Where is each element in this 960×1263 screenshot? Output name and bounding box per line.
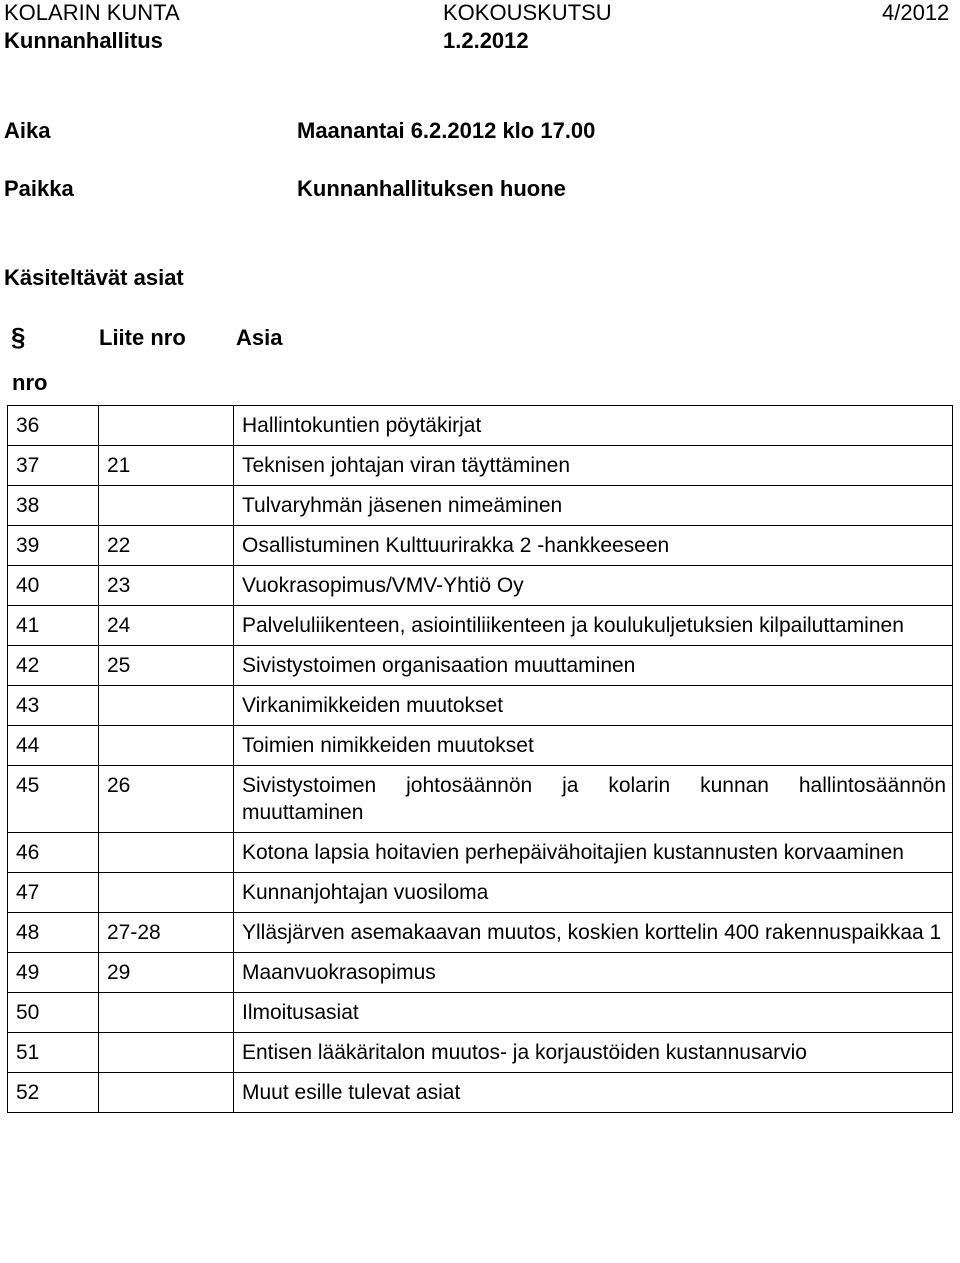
agenda-row xyxy=(8,766,953,833)
agenda-row xyxy=(8,566,953,606)
agenda-row xyxy=(8,486,953,526)
item-number: 51 xyxy=(8,1033,99,1073)
item-subject: Kunnanjohtajan vuosiloma xyxy=(234,873,953,913)
attachment-number: 25 xyxy=(99,646,234,686)
item-number: 45 xyxy=(8,766,99,833)
attachment-number xyxy=(99,726,234,766)
item-subject: Palveluliikenteen, asiointiliikenteen ja koulukuljetuksien kilpailuttaminen xyxy=(234,606,953,646)
item-number: 41 xyxy=(8,606,99,646)
agenda-row xyxy=(8,606,953,646)
item-subject: Entisen lääkäritalon muutos- ja korjaustöiden kustannusarvio xyxy=(234,1033,953,1073)
item-subject: Muut esille tulevat asiat xyxy=(234,1073,953,1113)
item-subject: Ilmoitusasiat xyxy=(234,993,953,1033)
item-number: 42 xyxy=(8,646,99,686)
organization-name: KOLARIN KUNTA xyxy=(4,0,180,25)
time-label: Aika xyxy=(4,118,51,143)
column-header-number: nro xyxy=(12,370,48,395)
item-number: 46 xyxy=(8,833,99,873)
agenda-table-body xyxy=(8,406,953,1113)
agenda-row xyxy=(8,726,953,766)
attachment-number xyxy=(99,686,234,726)
attachment-number xyxy=(99,486,234,526)
attachment-number: 24 xyxy=(99,606,234,646)
item-subject: Teknisen johtajan viran täyttäminen xyxy=(234,446,953,486)
agenda-row xyxy=(8,406,953,446)
item-number: 39 xyxy=(8,526,99,566)
item-subject: Sivistystoimen organisaation muuttaminen xyxy=(234,646,953,686)
section-title: Käsiteltävät asiat xyxy=(4,265,184,290)
item-number: 49 xyxy=(8,953,99,993)
agenda-row xyxy=(8,953,953,993)
agenda-row xyxy=(8,686,953,726)
agenda-row xyxy=(8,1033,953,1073)
item-number: 52 xyxy=(8,1073,99,1113)
attachment-number xyxy=(99,873,234,913)
attachment-number xyxy=(99,1033,234,1073)
item-number: 48 xyxy=(8,913,99,953)
item-subject: Maanvuokrasopimus xyxy=(234,953,953,993)
attachment-number xyxy=(99,406,234,446)
agenda-row xyxy=(8,993,953,1033)
item-number: 43 xyxy=(8,686,99,726)
item-number: 36 xyxy=(8,406,99,446)
item-number: 37 xyxy=(8,446,99,486)
item-subject: Tulvaryhmän jäsenen nimeäminen xyxy=(234,486,953,526)
item-subject: Osallistuminen Kulttuurirakka 2 -hankkeeseen xyxy=(234,526,953,566)
item-subject: Kotona lapsia hoitavien perhepäivähoitajien kustannusten korvaaminen xyxy=(234,833,953,873)
place-label: Paikka xyxy=(4,176,74,201)
agenda-row xyxy=(8,833,953,873)
agenda-row xyxy=(8,526,953,566)
attachment-number xyxy=(99,1073,234,1113)
attachment-number: 27-28 xyxy=(99,913,234,953)
attachment-number: 22 xyxy=(99,526,234,566)
item-subject: Hallintokuntien pöytäkirjat xyxy=(234,406,953,446)
item-subject: Sivistystoimen johtosäännön ja kolarin kunnan hallintosäännön muuttaminen xyxy=(234,766,953,833)
column-header-subject: Asia xyxy=(236,325,283,350)
governing-body: Kunnanhallitus xyxy=(4,28,163,53)
agenda-row xyxy=(8,913,953,953)
column-header-attachment: Liite nro xyxy=(99,325,186,350)
item-subject: Ylläsjärven asemakaavan muutos, koskien korttelin 400 rakennuspaikkaa 1 xyxy=(234,913,953,953)
time-value: Maanantai 6.2.2012 klo 17.00 xyxy=(297,118,596,143)
place-value: Kunnanhallituksen huone xyxy=(297,176,566,201)
document-type: KOKOUSKUTSU xyxy=(443,0,612,25)
agenda-row xyxy=(8,1073,953,1113)
attachment-number: 23 xyxy=(99,566,234,606)
agenda-table xyxy=(7,405,953,1113)
agenda-row xyxy=(8,446,953,486)
section-symbol: § xyxy=(11,322,26,352)
item-number: 38 xyxy=(8,486,99,526)
item-number: 47 xyxy=(8,873,99,913)
agenda-row xyxy=(8,646,953,686)
item-subject: Toimien nimikkeiden muutokset xyxy=(234,726,953,766)
item-subject: Vuokrasopimus/VMV-Yhtiö Oy xyxy=(234,566,953,606)
document-number: 4/2012 xyxy=(882,0,950,25)
item-subject: Virkanimikkeiden muutokset xyxy=(234,686,953,726)
item-number: 40 xyxy=(8,566,99,606)
attachment-number: 29 xyxy=(99,953,234,993)
attachment-number xyxy=(99,833,234,873)
attachment-number: 26 xyxy=(99,766,234,833)
item-number: 50 xyxy=(8,993,99,1033)
agenda-row xyxy=(8,873,953,913)
attachment-number xyxy=(99,993,234,1033)
attachment-number: 21 xyxy=(99,446,234,486)
document-date: 1.2.2012 xyxy=(443,28,529,53)
item-number: 44 xyxy=(8,726,99,766)
